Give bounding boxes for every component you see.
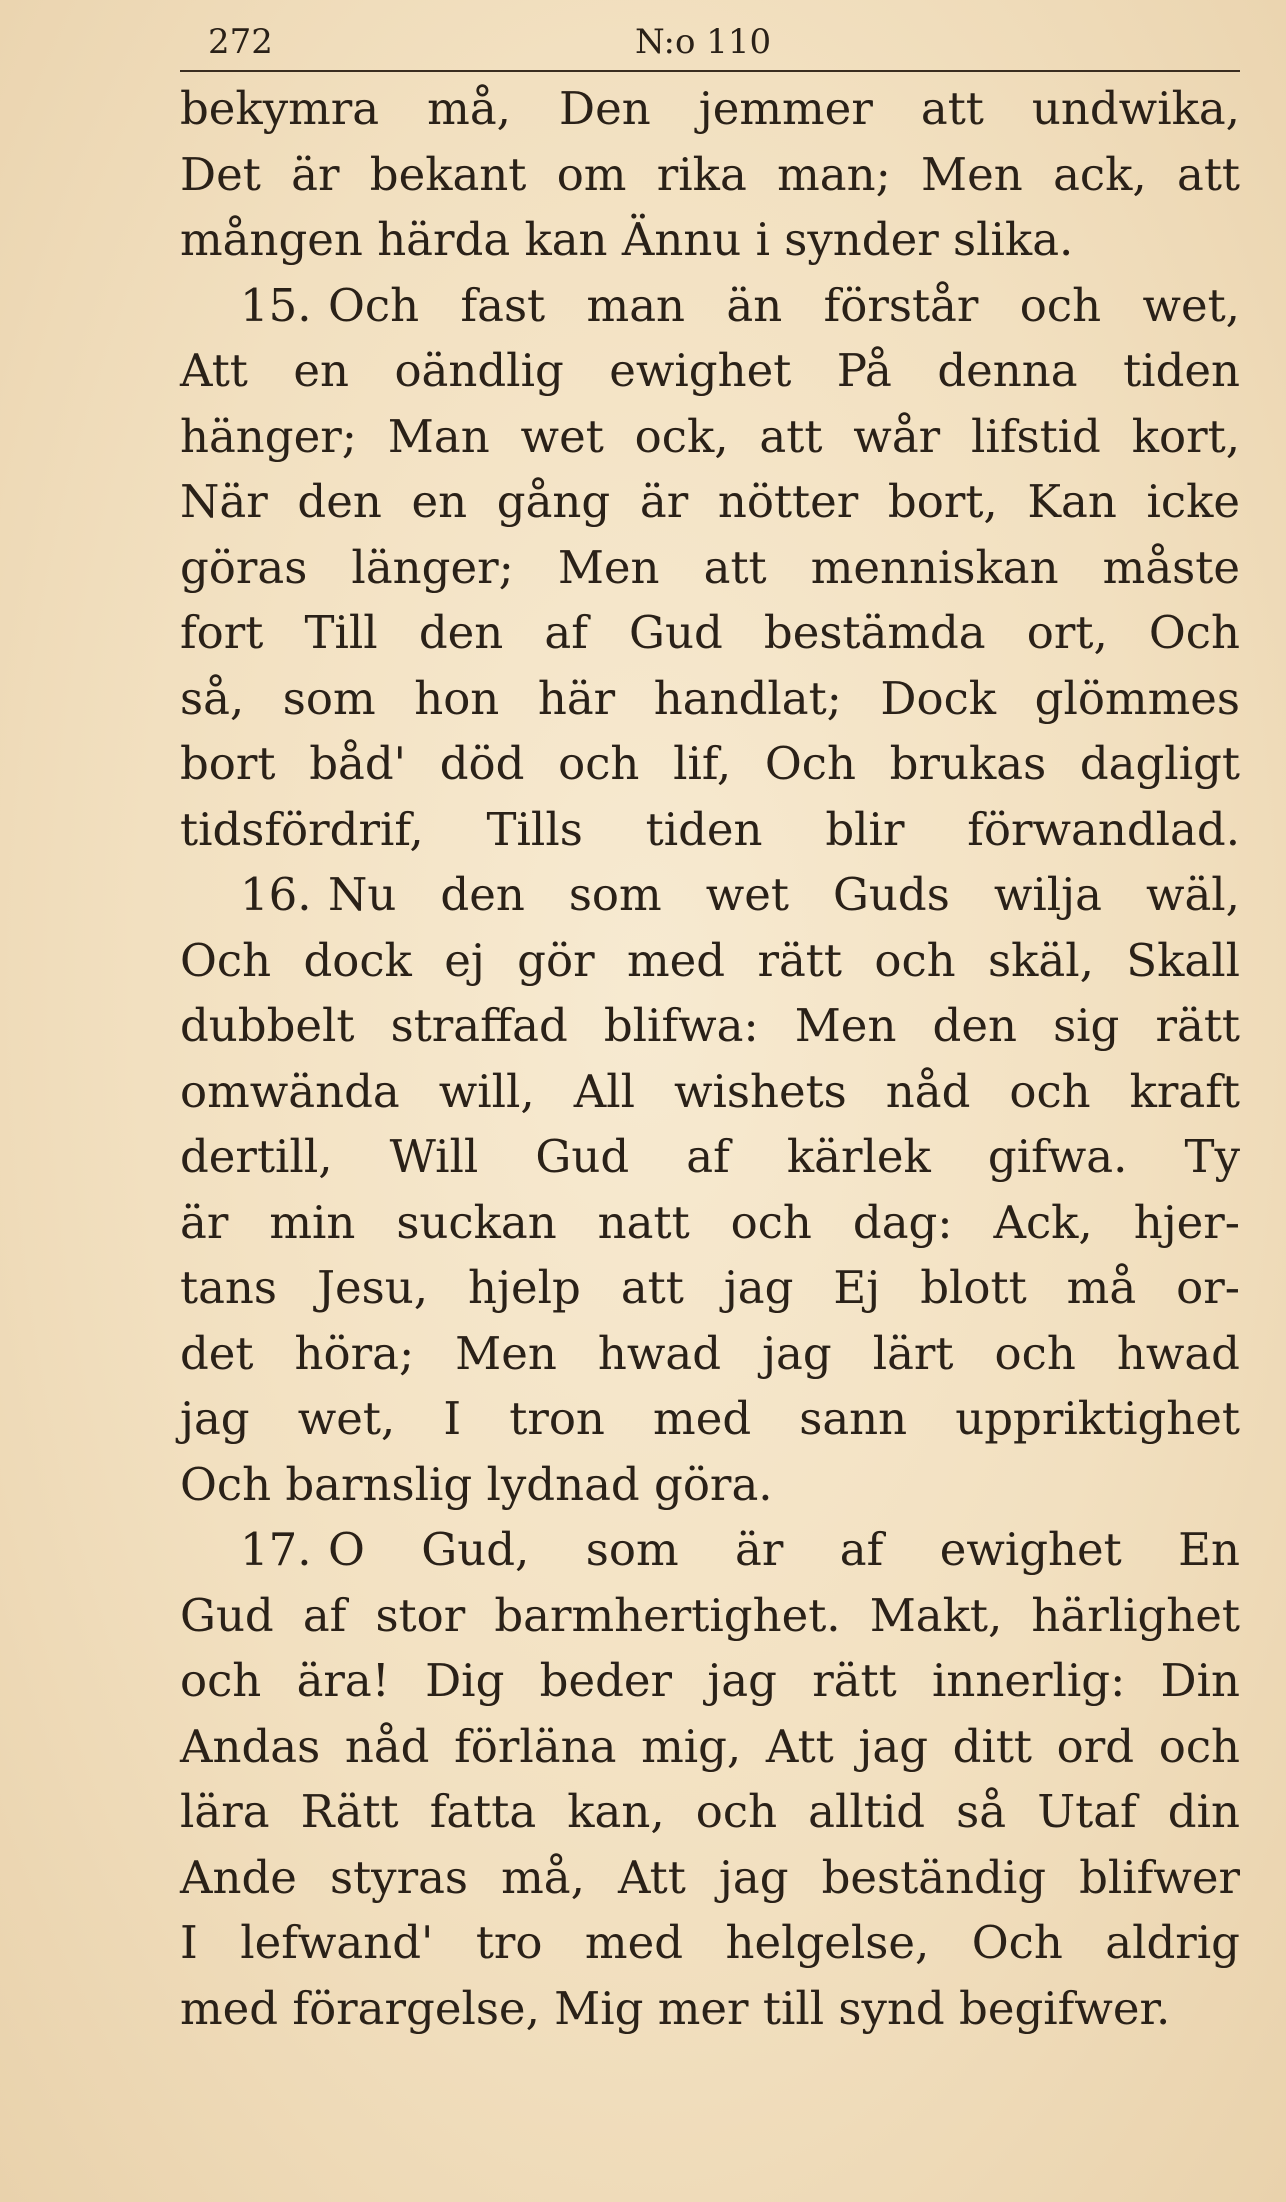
hymn-text <box>180 76 1240 2041</box>
text-line: Att en oändlig ewighet På denna tiden <box>180 344 1240 397</box>
text-line: bekymra må, Den jemmer att undwika, <box>180 82 1240 135</box>
verse-16-first-line <box>180 862 1240 928</box>
text-line: göras länger; Men att menniskan måste <box>180 540 1240 594</box>
text-line: O Gud, som är af ewighet En <box>328 1523 1240 1576</box>
text-line: så, som hon här handlat; Dock glömmes <box>180 671 1240 725</box>
verse-number: 16. <box>240 868 312 921</box>
text-line: tidsfördrif, Tills tiden blir förwandlad. <box>180 802 1240 856</box>
text-line: Och barnslig lydnad göra. <box>180 1457 773 1511</box>
text-line: Det är bekant om rika man; Men ack, att <box>180 147 1240 201</box>
text-line: Och dock ej gör med rätt och skäl, Skall <box>180 933 1240 987</box>
verse-number: 17. <box>240 1523 312 1576</box>
text-line: och ära! Dig beder jag rätt innerlig: Din <box>180 1654 1240 1707</box>
text-line: Och fast man än förstår och wet, <box>328 278 1240 332</box>
text-line: omwända will, All wishets nåd och kraft <box>180 1064 1240 1118</box>
text-line: dertill, Will Gud af kärlek gifwa. Ty <box>180 1130 1240 1183</box>
text-line: fort Till den af Gud bestämda ort, Och <box>180 606 1240 659</box>
text-line: hänger; Man wet ock, att wår lifstid kort, <box>180 409 1240 463</box>
text-line: lära Rätt fatta kan, och alltid så Utaf din <box>180 1785 1240 1838</box>
header-rule <box>180 70 1240 72</box>
text-line: är min suckan natt och dag: Ack, hjer- <box>180 1195 1240 1249</box>
verse-17-first-line <box>180 1517 1240 1583</box>
text-line: I lefwand' tro med helgelse, Och aldrig <box>180 1916 1240 1969</box>
text-line: bort båd' död och lif, Och brukas dagligt <box>180 737 1240 790</box>
text-line: Andas nåd förläna mig, Att jag ditt ord och <box>180 1719 1240 1773</box>
hymn-number: N:o 110 <box>635 22 772 62</box>
verse-number: 15. <box>240 278 312 332</box>
text-line: jag wet, I tron med sann uppriktighet <box>180 1392 1240 1445</box>
verse-15-first-line <box>180 273 1240 339</box>
text-line: med förargelse, Mig mer till synd begifwer. <box>180 1981 1171 2035</box>
text-line: Nu den som wet Guds wilja wäl, <box>328 868 1240 921</box>
text-line: tans Jesu, hjelp att jag Ej blott må or- <box>180 1261 1240 1314</box>
text-line: dubbelt straffad blifwa: Men den sig rätt <box>180 999 1240 1052</box>
text-line: mången härda kan Ännu i synder slika. <box>180 213 1074 266</box>
text-line: det höra; Men hwad jag lärt och hwad <box>180 1326 1240 1380</box>
page-number: 272 <box>208 22 273 62</box>
text-line: När den en gång är nötter bort, Kan icke <box>180 475 1240 528</box>
page-header <box>180 18 1240 70</box>
text-line: Ande styras må, Att jag beständig blifwer <box>180 1850 1240 1904</box>
text-line: Gud af stor barmhertighet. Makt, härlighet <box>180 1588 1240 1642</box>
